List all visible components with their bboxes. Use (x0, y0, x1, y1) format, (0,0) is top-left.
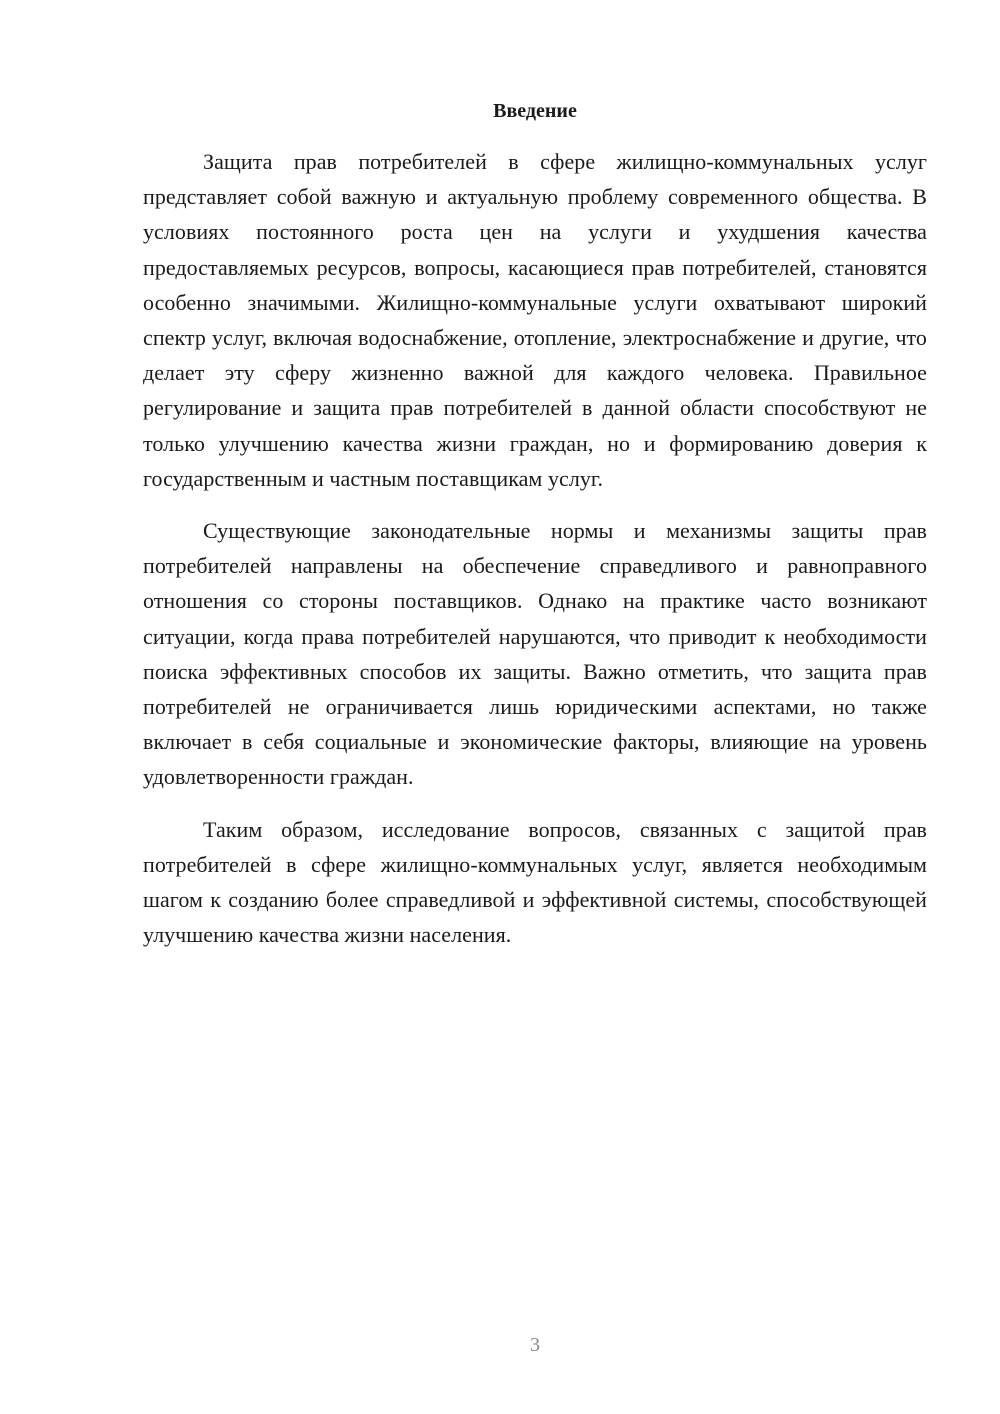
paragraph-2: Существующие законодательные нормы и механизмы защиты прав потребителей направлены на обеспечение справедливого и равноправного отношения со стороны поставщиков. Однако на практике часто возникают ситуации, когда права потребителей нарушаются, что приводит к необходимости поиска эффективных способов их защиты. Важно отметить, что защита прав потребителей не ограничивается лишь юридическими аспектами, но также включает в себя социальные и экономические факторы, влияющие на уровень удовлетворенности граждан. (143, 518, 927, 790)
page-number: 3 (530, 1334, 540, 1356)
section-title: Введение (493, 100, 577, 122)
paragraph-3: Таким образом, исследование вопросов, связанных с защитой прав потребителей в сфере жилищно-коммунальных услуг, является необходимым шагом к созданию более справедливой и эффективной системы, способствующей улучшению качества жизни населения. (143, 816, 927, 948)
paragraph-1: Защита прав потребителей в сфере жилищно-коммунальных услуг представляет собой важную и актуальную проблему современного общества. В условиях постоянного роста цен на услуги и ухудшения качества предоставляемых ресурсов, вопросы, касающиеся прав потребителей, становятся особенно значимыми. Жилищно-коммунальные услуги охватывают широкий спектр услуг, включая водоснабжение, отопление, электроснабжение и другие, что делает эту сферу жизненно важной для каждого человека. Правильное регулирование и защита прав потребителей в данной области способствуют не только улучшению качества жизни граждан, но и формированию доверия к государственным и частным поставщикам услуг. (143, 149, 927, 491)
body-text (143, 144, 927, 969)
